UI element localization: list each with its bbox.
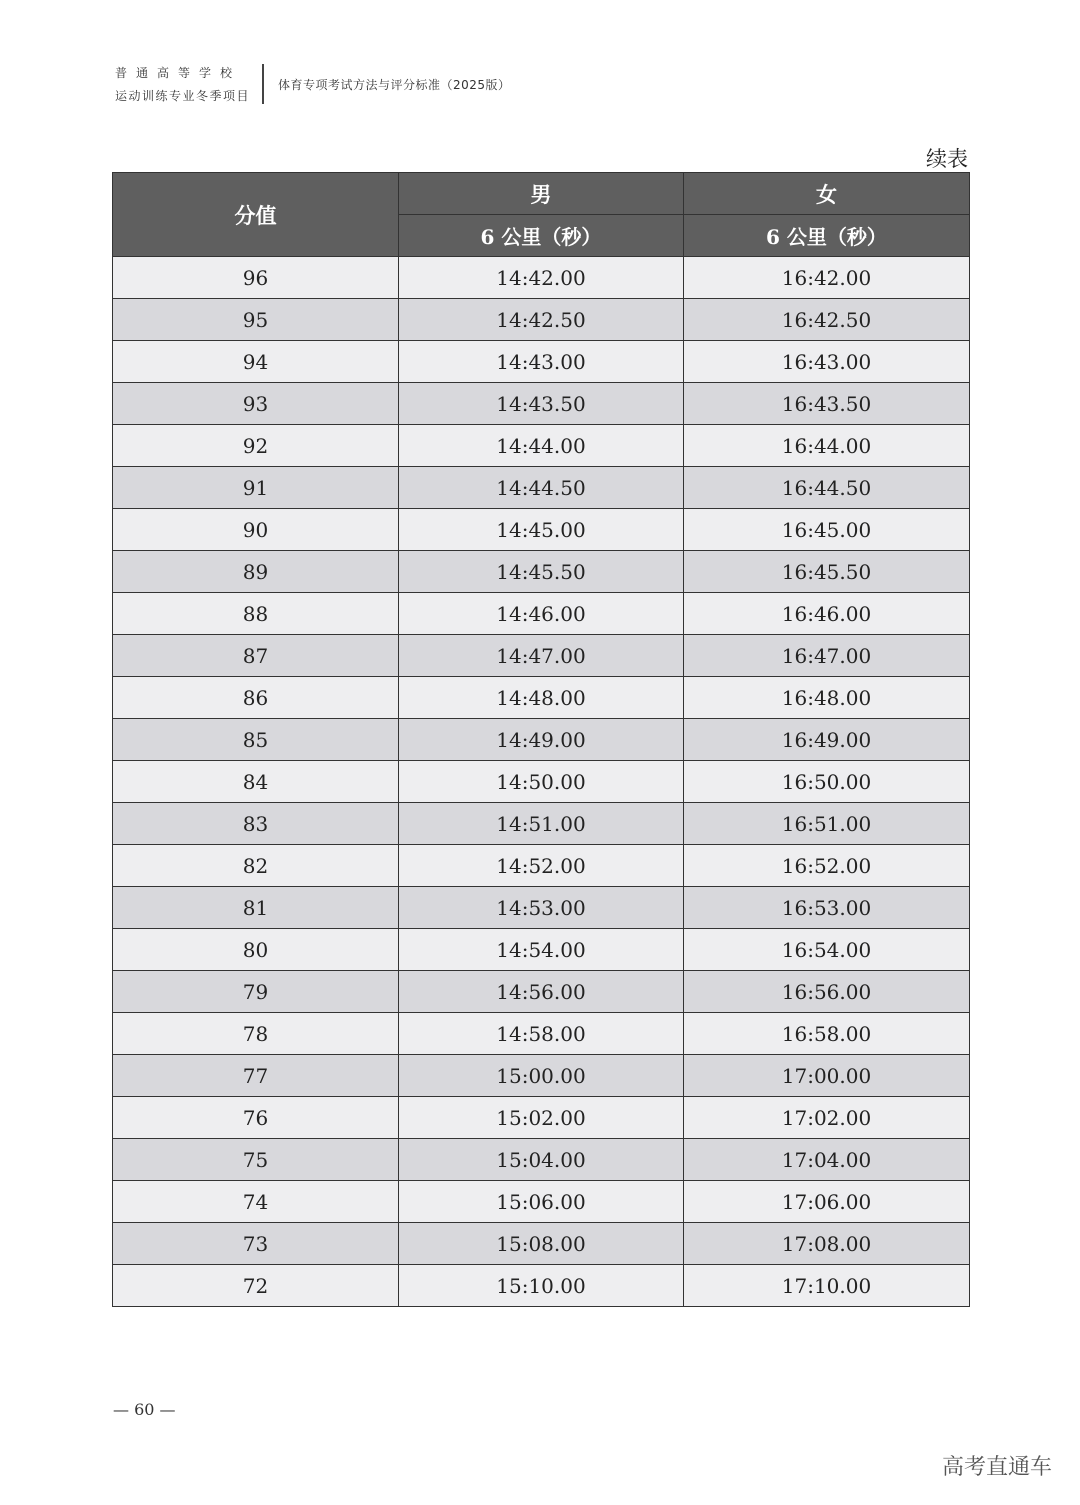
score-table bbox=[112, 172, 970, 1307]
female-time-cell: 16:44.00 bbox=[684, 425, 970, 467]
female-time-cell: 16:58.00 bbox=[684, 1013, 970, 1055]
female-event-header: 6 公里（秒） bbox=[684, 215, 970, 257]
score-cell: 77 bbox=[113, 1055, 399, 1097]
female-time-cell: 17:04.00 bbox=[684, 1139, 970, 1181]
female-time-cell: 16:54.00 bbox=[684, 929, 970, 971]
male-time-cell: 14:58.00 bbox=[399, 1013, 684, 1055]
table-row bbox=[113, 761, 970, 803]
female-time-cell: 16:49.00 bbox=[684, 719, 970, 761]
score-cell: 90 bbox=[113, 509, 399, 551]
male-time-cell: 14:50.00 bbox=[399, 761, 684, 803]
male-time-cell: 15:08.00 bbox=[399, 1223, 684, 1265]
female-time-cell: 16:44.50 bbox=[684, 467, 970, 509]
header-left-line2: 运动训练专业冬季项目 bbox=[115, 89, 251, 103]
female-time-cell: 16:42.50 bbox=[684, 299, 970, 341]
female-time-cell: 17:08.00 bbox=[684, 1223, 970, 1265]
score-cell: 96 bbox=[113, 257, 399, 299]
table-row bbox=[113, 1055, 970, 1097]
score-cell: 91 bbox=[113, 467, 399, 509]
table-row bbox=[113, 341, 970, 383]
female-time-cell: 17:06.00 bbox=[684, 1181, 970, 1223]
table-row bbox=[113, 971, 970, 1013]
male-time-cell: 14:44.00 bbox=[399, 425, 684, 467]
score-cell: 72 bbox=[113, 1265, 399, 1307]
male-time-cell: 14:42.50 bbox=[399, 299, 684, 341]
table-row bbox=[113, 845, 970, 887]
female-time-cell: 16:48.00 bbox=[684, 677, 970, 719]
header-left-block bbox=[115, 64, 250, 104]
male-time-cell: 14:48.00 bbox=[399, 677, 684, 719]
female-time-cell: 16:51.00 bbox=[684, 803, 970, 845]
score-cell: 74 bbox=[113, 1181, 399, 1223]
female-time-cell: 16:43.50 bbox=[684, 383, 970, 425]
watermark-text: 高考直通车 bbox=[941, 1455, 1052, 1480]
table-row bbox=[113, 299, 970, 341]
score-cell: 81 bbox=[113, 887, 399, 929]
score-cell: 89 bbox=[113, 551, 399, 593]
female-time-cell: 17:00.00 bbox=[684, 1055, 970, 1097]
table-row bbox=[113, 1013, 970, 1055]
table-row bbox=[113, 425, 970, 467]
female-time-cell: 16:47.00 bbox=[684, 635, 970, 677]
male-event-header: 6 公里（秒） bbox=[399, 215, 684, 257]
table-row bbox=[113, 467, 970, 509]
female-time-cell: 16:43.00 bbox=[684, 341, 970, 383]
score-cell: 86 bbox=[113, 677, 399, 719]
score-cell: 80 bbox=[113, 929, 399, 971]
table-row bbox=[113, 719, 970, 761]
table-body bbox=[113, 257, 970, 1307]
score-cell: 75 bbox=[113, 1139, 399, 1181]
male-time-cell: 14:51.00 bbox=[399, 803, 684, 845]
male-time-cell: 14:43.50 bbox=[399, 383, 684, 425]
female-time-cell: 16:46.00 bbox=[684, 593, 970, 635]
male-time-cell: 14:43.00 bbox=[399, 341, 684, 383]
male-column-header: 男 bbox=[399, 173, 684, 215]
male-time-cell: 14:45.00 bbox=[399, 509, 684, 551]
male-time-cell: 15:10.00 bbox=[399, 1265, 684, 1307]
male-time-cell: 14:53.00 bbox=[399, 887, 684, 929]
score-cell: 87 bbox=[113, 635, 399, 677]
female-time-cell: 16:53.00 bbox=[684, 887, 970, 929]
score-cell: 92 bbox=[113, 425, 399, 467]
male-time-cell: 14:42.00 bbox=[399, 257, 684, 299]
score-cell: 94 bbox=[113, 341, 399, 383]
header-divider bbox=[262, 64, 264, 104]
table-row bbox=[113, 1181, 970, 1223]
male-time-cell: 14:44.50 bbox=[399, 467, 684, 509]
male-time-cell: 14:52.00 bbox=[399, 845, 684, 887]
male-time-cell: 15:00.00 bbox=[399, 1055, 684, 1097]
female-time-cell: 17:02.00 bbox=[684, 1097, 970, 1139]
score-cell: 82 bbox=[113, 845, 399, 887]
male-time-cell: 14:56.00 bbox=[399, 971, 684, 1013]
score-cell: 76 bbox=[113, 1097, 399, 1139]
male-time-cell: 15:04.00 bbox=[399, 1139, 684, 1181]
score-cell: 78 bbox=[113, 1013, 399, 1055]
female-column-header: 女 bbox=[684, 173, 970, 215]
female-time-cell: 16:52.00 bbox=[684, 845, 970, 887]
male-time-cell: 14:54.00 bbox=[399, 929, 684, 971]
score-column-header: 分值 bbox=[113, 173, 399, 257]
male-time-cell: 14:46.00 bbox=[399, 593, 684, 635]
table-row bbox=[113, 929, 970, 971]
page-number: — 60 — bbox=[113, 1400, 176, 1419]
female-time-cell: 16:50.00 bbox=[684, 761, 970, 803]
table-row bbox=[113, 677, 970, 719]
table-row bbox=[113, 593, 970, 635]
female-time-cell: 16:45.00 bbox=[684, 509, 970, 551]
female-time-cell: 16:45.50 bbox=[684, 551, 970, 593]
running-header bbox=[115, 62, 511, 106]
score-cell: 95 bbox=[113, 299, 399, 341]
table-row bbox=[113, 887, 970, 929]
score-cell: 83 bbox=[113, 803, 399, 845]
male-time-cell: 14:49.00 bbox=[399, 719, 684, 761]
table-header bbox=[113, 173, 970, 257]
score-cell: 85 bbox=[113, 719, 399, 761]
table-row bbox=[113, 257, 970, 299]
continued-table-label: 续表 bbox=[926, 147, 968, 171]
table-row bbox=[113, 1139, 970, 1181]
header-right-title: 体育专项考试方法与评分标准（2025版） bbox=[278, 77, 511, 92]
table-row bbox=[113, 509, 970, 551]
table-header-row-1 bbox=[113, 173, 970, 215]
table-row bbox=[113, 383, 970, 425]
female-time-cell: 17:10.00 bbox=[684, 1265, 970, 1307]
male-time-cell: 14:47.00 bbox=[399, 635, 684, 677]
header-left-line1: 普通高等学校 bbox=[115, 66, 242, 80]
score-cell: 93 bbox=[113, 383, 399, 425]
score-cell: 88 bbox=[113, 593, 399, 635]
female-time-cell: 16:56.00 bbox=[684, 971, 970, 1013]
table-row bbox=[113, 551, 970, 593]
score-cell: 73 bbox=[113, 1223, 399, 1265]
male-time-cell: 15:06.00 bbox=[399, 1181, 684, 1223]
female-time-cell: 16:42.00 bbox=[684, 257, 970, 299]
male-time-cell: 15:02.00 bbox=[399, 1097, 684, 1139]
score-cell: 79 bbox=[113, 971, 399, 1013]
table-row bbox=[113, 1265, 970, 1307]
male-time-cell: 14:45.50 bbox=[399, 551, 684, 593]
table-row bbox=[113, 1223, 970, 1265]
table-row bbox=[113, 803, 970, 845]
table-row bbox=[113, 1097, 970, 1139]
table-row bbox=[113, 635, 970, 677]
score-cell: 84 bbox=[113, 761, 399, 803]
